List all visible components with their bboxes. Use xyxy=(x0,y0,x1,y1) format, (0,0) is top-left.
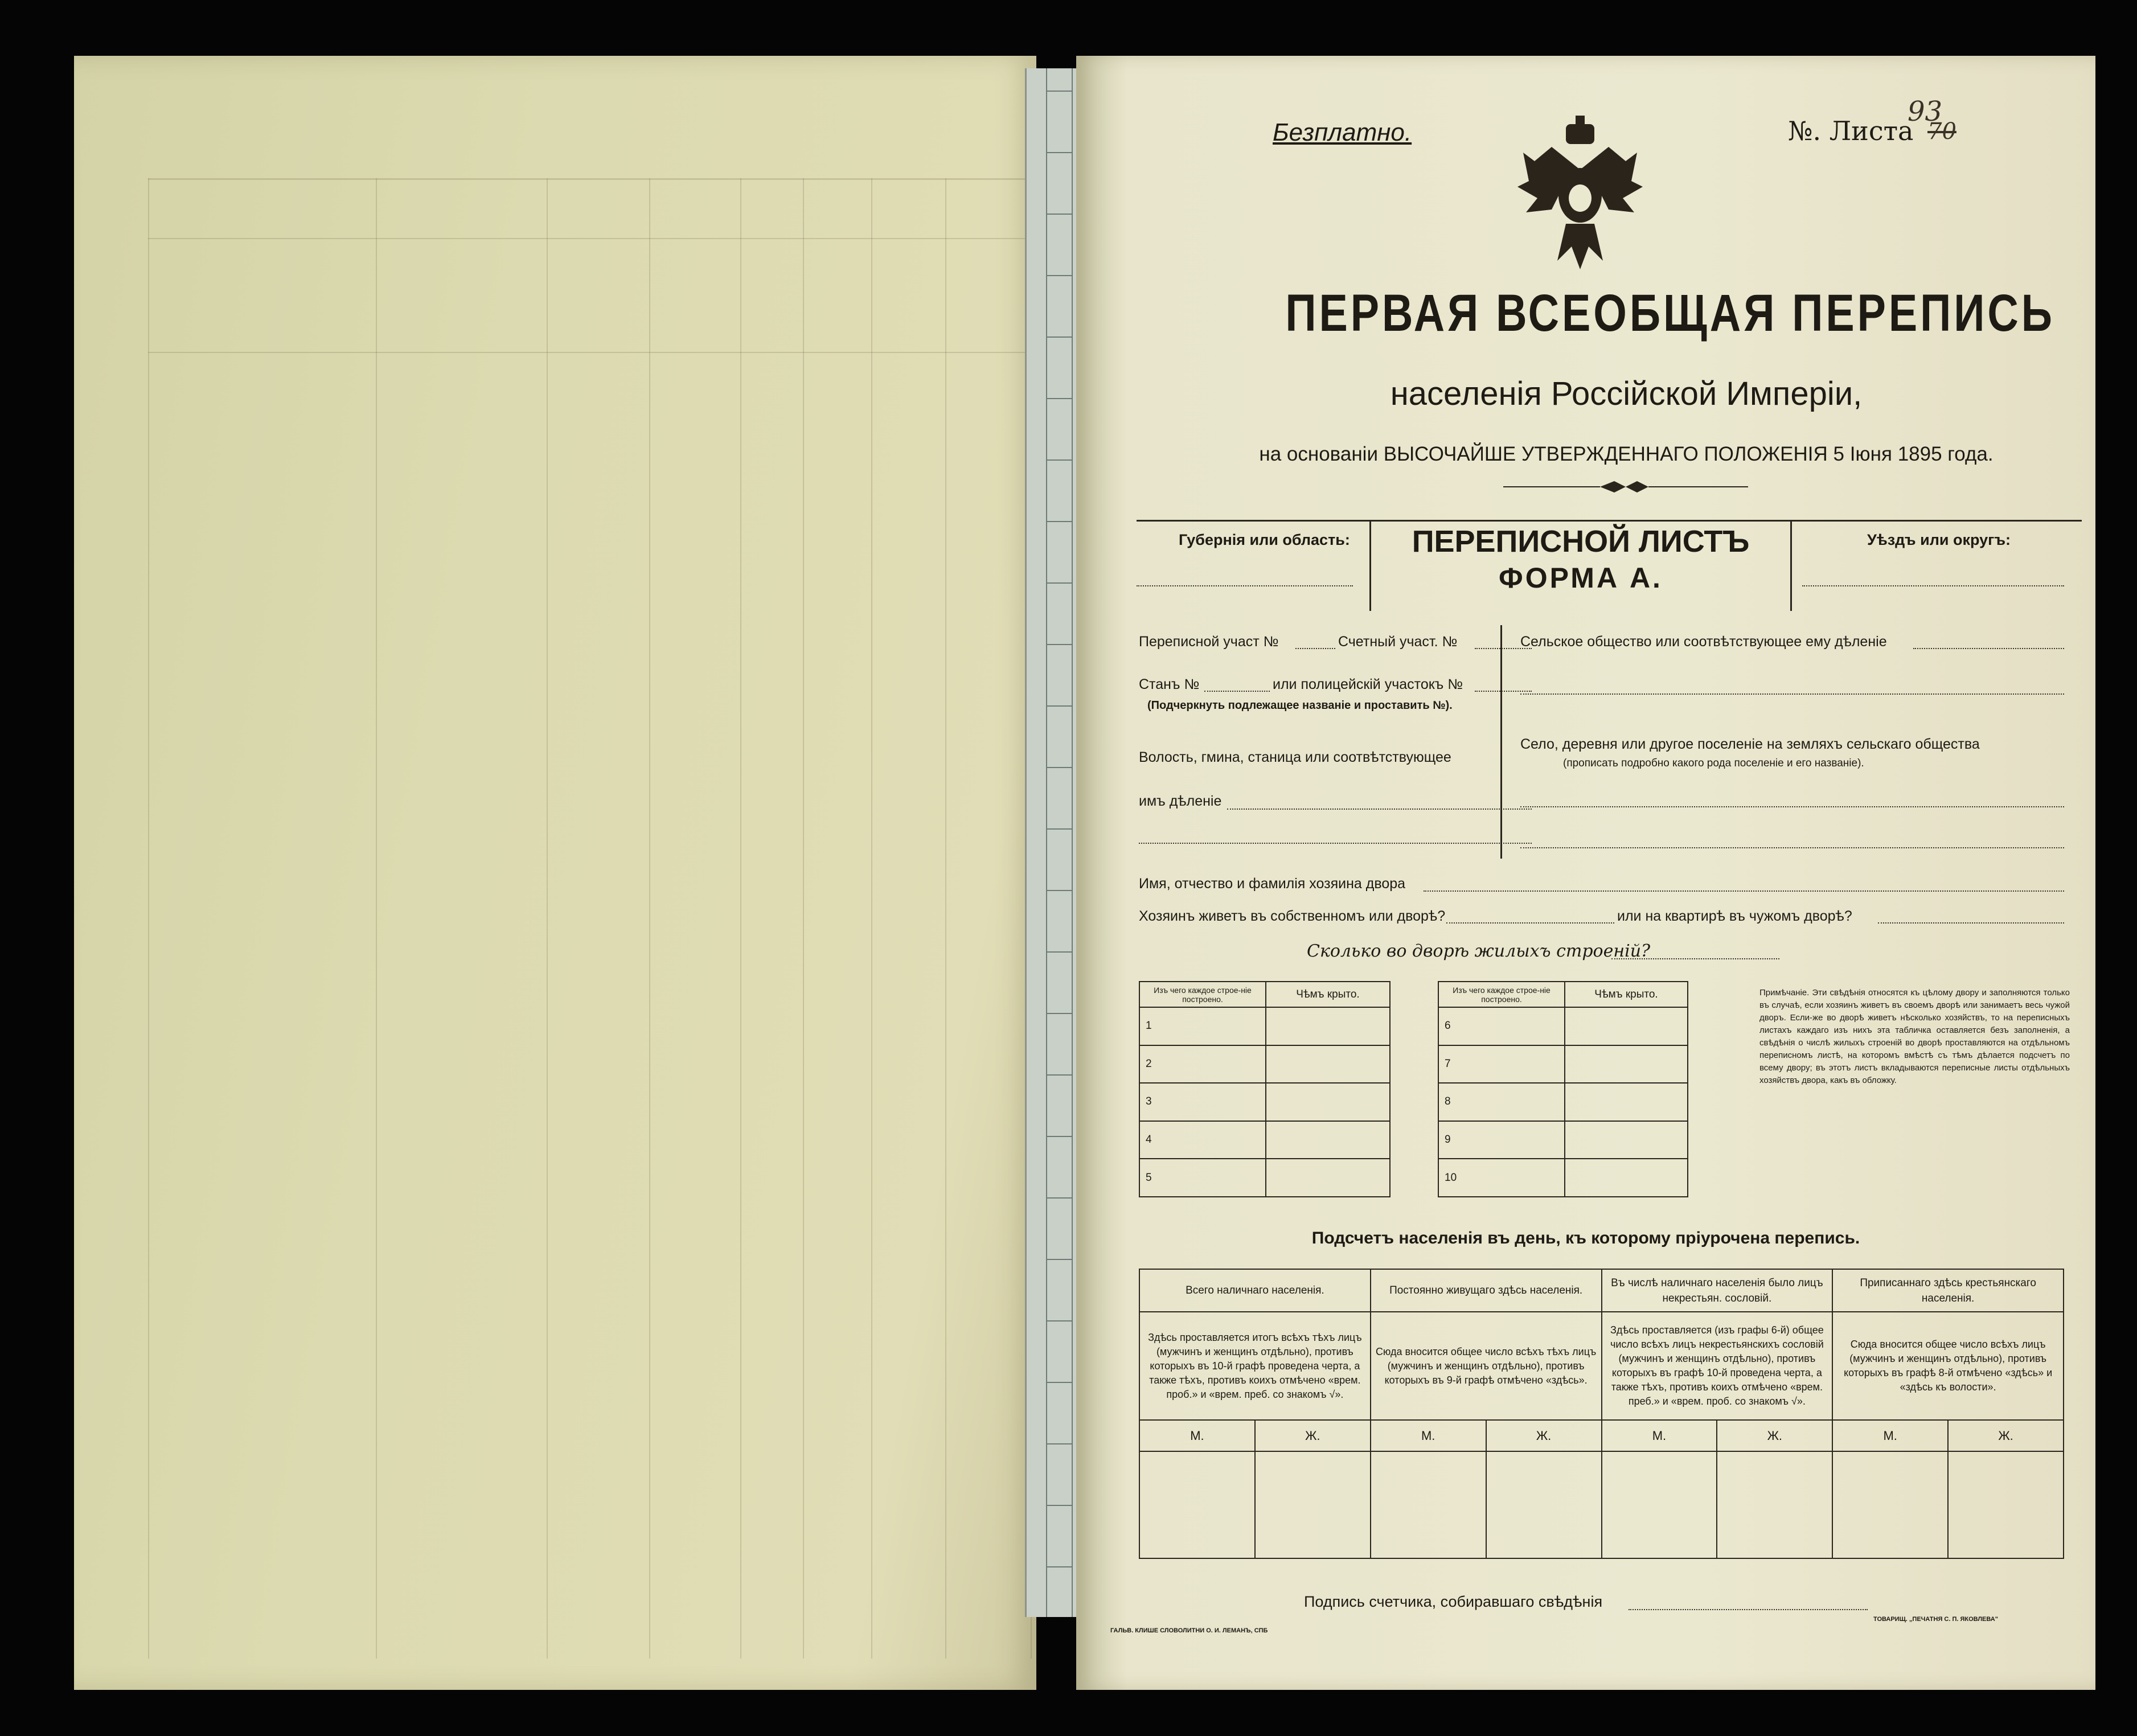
roof-cell[interactable] xyxy=(1565,1007,1688,1045)
volost-cont-label: имъ дѣленіе xyxy=(1139,793,1222,809)
male-count-cell[interactable] xyxy=(1139,1451,1255,1558)
village-hint: (прописать подробно какого рода поселеніе и его названіе). xyxy=(1563,757,1864,769)
female-count-cell[interactable] xyxy=(1717,1451,1832,1558)
footer-left: ГАЛЬВ. КЛИШЕ СЛОВОЛИТНИ О. И. ЛЕМАНЪ, СПБ xyxy=(1110,1627,1268,1634)
buildings-table-right xyxy=(1438,981,1688,1197)
population-table xyxy=(1139,1269,2064,1559)
legal-basis: на основаніи ВЫСОЧАЙШЕ УТВЕРЖДЕННАГО ПОЛОЖЕНІЯ 5 Іюня 1895 года. xyxy=(1259,443,1994,465)
district-field[interactable] xyxy=(1802,585,2064,586)
form-box-top xyxy=(1137,520,2082,522)
section-desc: Сюда вносится общее число всѣхъ тѣхъ лицъ (мужчинъ и женщинъ отдѣльно), противъ которыхъ въ 9-й графѣ отмѣчено «здѣсь». xyxy=(1371,1312,1602,1420)
census-form-page xyxy=(1076,56,2095,1690)
roof-cell[interactable] xyxy=(1565,1045,1688,1084)
owner-name-label: Имя, отчество и фамилія хозяина двора xyxy=(1139,876,1406,892)
form-title: ПЕРЕПИСНОЙ ЛИСТЪ xyxy=(1412,524,1750,559)
col-roof: Чѣмъ крыто. xyxy=(1565,982,1688,1007)
ghost-column xyxy=(148,178,149,1659)
row-number: 3 xyxy=(1139,1083,1266,1121)
roof-cell[interactable] xyxy=(1565,1083,1688,1121)
signature-label: Подпись счетчика, собиравшаго свѣдѣнія xyxy=(1304,1593,1603,1610)
volost-field-2[interactable] xyxy=(1139,843,1532,844)
village-field[interactable] xyxy=(1520,806,2064,807)
ghost-column xyxy=(376,178,377,1659)
ghost-column xyxy=(547,178,548,1659)
police-field[interactable] xyxy=(1475,691,1532,692)
roof-cell[interactable] xyxy=(1266,1007,1390,1045)
sheet-number-handwritten: 93 xyxy=(1908,96,1943,128)
female-count-cell[interactable] xyxy=(1486,1451,1602,1558)
male-count-cell[interactable] xyxy=(1602,1451,1717,1558)
province-label: Губернія или область: xyxy=(1179,531,1350,548)
section-header: Постоянно живущаго здѣсь населенія. xyxy=(1371,1269,1602,1312)
roof-cell[interactable] xyxy=(1266,1159,1390,1197)
row-number: 1 xyxy=(1139,1007,1266,1045)
sheet-number-struck: 70 xyxy=(1927,118,1956,145)
rural-society-field-2[interactable] xyxy=(1520,693,2064,695)
roof-cell[interactable] xyxy=(1266,1121,1390,1159)
female-count-cell[interactable] xyxy=(1255,1451,1371,1558)
owner-rent-label: или на квартирѣ въ чужомъ дворѣ? xyxy=(1617,908,1852,924)
ghost-column xyxy=(803,178,804,1659)
roof-cell[interactable] xyxy=(1565,1121,1688,1159)
section-desc: Здѣсь проставляется итогъ всѣхъ тѣхъ лицъ (мужчинъ и женщинъ отдѣльно), противъ которыхъ въ 10-й графѣ проведена черта, а также тѣхъ, противъ коихъ отмѣчено «врем. проб.» и «врем. преб. со знакомъ √». xyxy=(1139,1312,1371,1420)
section-header: Приписаннаго здѣсь крестьянскаго населенія. xyxy=(1832,1269,2064,1312)
count-unit-label: Счетный участ. № xyxy=(1338,634,1458,650)
population-title: Подсчетъ населенія въ день, къ которому пріурочена перепись. xyxy=(1311,1229,1860,1247)
female-header: Ж. xyxy=(1486,1420,1602,1451)
ghost-column xyxy=(649,178,650,1659)
row-number: 10 xyxy=(1438,1159,1565,1197)
row-number: 6 xyxy=(1438,1007,1565,1045)
underline-hint: (Подчеркнуть подлежащее названіе и проставить №). xyxy=(1147,699,1453,712)
male-header: М. xyxy=(1139,1420,1255,1451)
owner-lives-label: Хозяинъ живетъ въ собственномъ или дворѣ? xyxy=(1139,908,1446,924)
section-header: Всего наличнаго населенія. xyxy=(1139,1269,1371,1312)
roof-cell[interactable] xyxy=(1565,1159,1688,1197)
rural-society-field[interactable] xyxy=(1913,648,2064,649)
ghost-column xyxy=(871,178,872,1659)
male-count-cell[interactable] xyxy=(1832,1451,1948,1558)
main-title: ПЕРВАЯ ВСЕОБЩАЯ ПЕРЕПИСЬ xyxy=(1285,284,2055,342)
ghost-column xyxy=(740,178,741,1659)
section-desc: Здѣсь проставляется (изъ графы 6-й) общее число всѣхъ лицъ некрестьянскихъ сословій (мужчинъ и женщинъ отдѣльно), противъ которыхъ въ графѣ 10-й проведена черта, а также тѣхъ, противъ коихъ отмѣчено «врем. преб.» и «врем. проб. со знакомъ √». xyxy=(1602,1312,1833,1420)
volost-label: Волость, гмина, станица или соотвѣтствующее xyxy=(1139,749,1451,765)
male-count-cell[interactable] xyxy=(1371,1451,1486,1558)
owner-lives-field[interactable] xyxy=(1446,922,1614,924)
ghost-rule xyxy=(148,178,1031,180)
census-unit-label: Переписной участ № xyxy=(1139,634,1279,650)
stan-field[interactable] xyxy=(1204,691,1270,692)
female-header: Ж. xyxy=(1255,1420,1371,1451)
row-number: 9 xyxy=(1438,1121,1565,1159)
col-material: Изъ чего каждое строе-ніе построено. xyxy=(1139,982,1266,1007)
female-header: Ж. xyxy=(1717,1420,1832,1451)
district-label: Уѣздъ или округъ: xyxy=(1867,531,2011,548)
row-number: 2 xyxy=(1139,1045,1266,1084)
col-material: Изъ чего каждое строе-ніе построено. xyxy=(1438,982,1565,1007)
row-number: 8 xyxy=(1438,1083,1565,1121)
female-header: Ж. xyxy=(1948,1420,2064,1451)
village-field-2[interactable] xyxy=(1520,847,2064,848)
subtitle: населенія Россійской Имперіи, xyxy=(1390,375,1863,412)
form-subtitle: ФОРМА А. xyxy=(1499,562,1663,594)
male-header: М. xyxy=(1832,1420,1948,1451)
imperial-eagle-icon xyxy=(1512,113,1648,278)
province-field[interactable] xyxy=(1137,585,1353,586)
volost-field[interactable] xyxy=(1227,809,1532,810)
ghost-column xyxy=(945,178,946,1659)
col-roof: Чѣмъ крыто. xyxy=(1266,982,1390,1007)
ghost-rule xyxy=(148,352,1031,353)
fields-separator xyxy=(1500,625,1502,859)
free-label: Безплатно. xyxy=(1273,118,1412,146)
section-desc: Сюда вносится общее число всѣхъ лицъ (мужчинъ и женщинъ отдѣльно), противъ которыхъ въ графѣ 8-й отмѣчено «здѣсь» и «здѣсь къ волости». xyxy=(1832,1312,2064,1420)
police-label: или полицейскій участокъ № xyxy=(1273,676,1463,692)
buildings-question: Сколько во дворѣ жилыхъ строеній? xyxy=(1307,941,1651,961)
roof-cell[interactable] xyxy=(1266,1083,1390,1121)
village-label: Село, деревня или другое поселеніе на земляхъ сельскаго общества xyxy=(1520,736,1980,752)
roof-cell[interactable] xyxy=(1266,1045,1390,1084)
buildings-note: Примѣчаніе. Эти свѣдѣнія относятся къ цѣлому двору и заполняются только въ случаѣ, если хозяинъ живетъ въ своемъ дворѣ или занимаетъ весь чужой дворъ. Если-же во дворѣ живетъ нѣсколько хозяйствъ, то на переписныхъ листахъ каждаго изъ нихъ эта табличка оставляется безъ заполненія, а свѣдѣнія о числѣ жилыхъ строеній во дворѣ проставляются на отдѣльномъ переписномъ листѣ, на которомъ вмѣстѣ съ тѣмъ дѣлается подсчетъ по всему двору; въ этотъ листъ вкладываются переписные листы отдѣльныхъ хозяйствъ двора, какъ въ обложку. xyxy=(1759,988,2070,1085)
buildings-count-field[interactable] xyxy=(1611,958,1779,959)
form-box-divider-right xyxy=(1790,520,1792,611)
ornament-divider xyxy=(1503,480,1748,494)
row-number: 5 xyxy=(1139,1159,1266,1197)
owner-rent-field[interactable] xyxy=(1878,922,2064,924)
owner-name-field[interactable] xyxy=(1424,890,2064,892)
census-unit-field[interactable] xyxy=(1295,648,1335,649)
male-header: М. xyxy=(1371,1420,1486,1451)
buildings-table-left xyxy=(1139,981,1391,1197)
section-header: Въ числѣ наличнаго населенія было лицъ некрестьян. сословій. xyxy=(1602,1269,1833,1312)
row-number: 7 xyxy=(1438,1045,1565,1084)
signature-field[interactable] xyxy=(1629,1609,1868,1610)
sheet-number-label: №. Листа xyxy=(1788,116,1914,146)
female-count-cell[interactable] xyxy=(1948,1451,2064,1558)
row-number: 4 xyxy=(1139,1121,1266,1159)
stan-label: Станъ № xyxy=(1139,676,1200,692)
ghost-rule xyxy=(148,238,1031,239)
rural-society-label: Сельское общество или соотвѣтствующее ему дѣленіе xyxy=(1520,634,1887,650)
male-header: М. xyxy=(1602,1420,1717,1451)
footer-right: ТОВАРИЩ. „ПЕЧАТНЯ С. П. ЯКОВЛЕВА" xyxy=(1873,1616,1998,1623)
left-page xyxy=(74,56,1036,1690)
